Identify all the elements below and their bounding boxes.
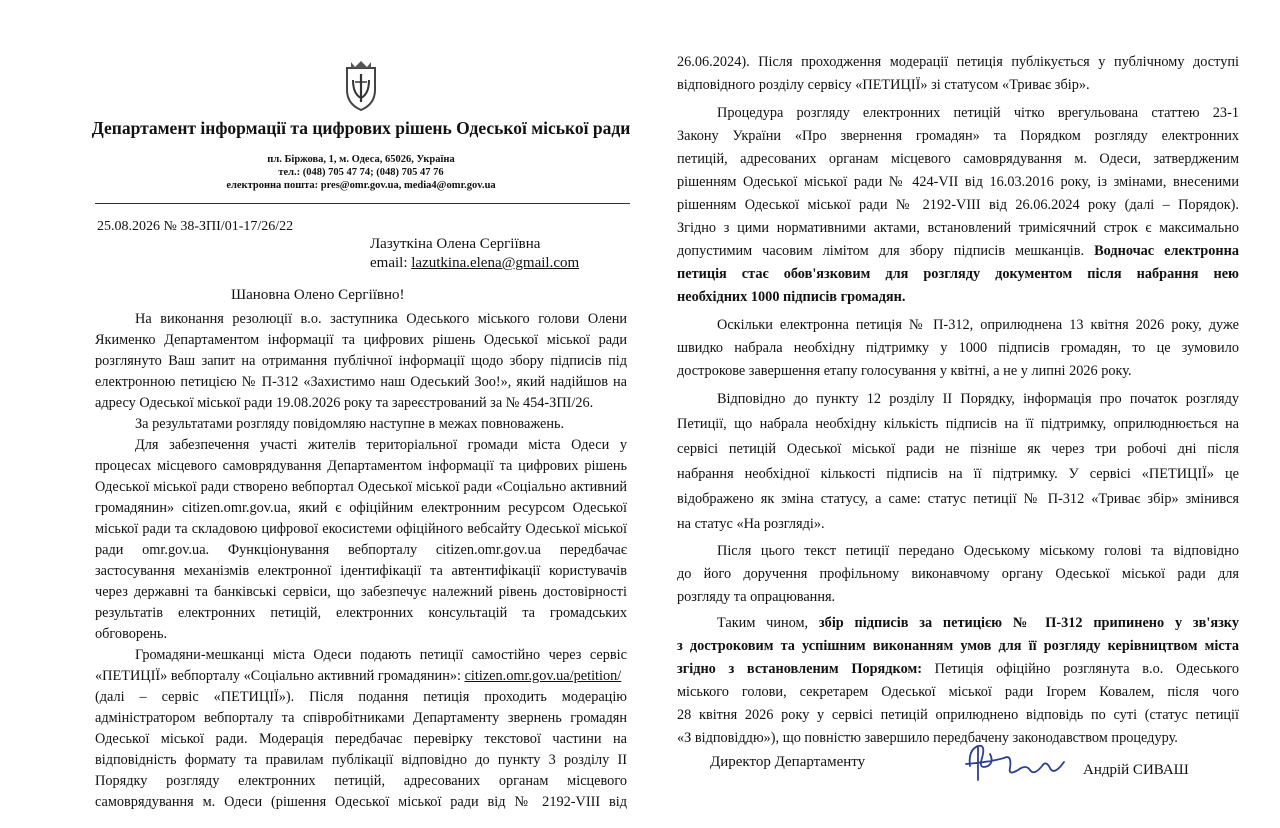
paragraph-text: Таким чином, (717, 615, 819, 631)
paragraph-line: відповідність формату та правилам публікації відповідно до пункту 3 розділу ІІ (95, 752, 627, 768)
paragraph-line: Оскільки електронна петиція № П-312, оприлюднена 13 квітня 2026 року, дуже (717, 317, 1239, 333)
paragraph-line: Якименко Департаментом інформації та цифрових рішень Одеської міської ради (95, 332, 627, 348)
paragraph-line: Порядку розгляду електронних петицій, адресованих органам місцевого (95, 773, 627, 789)
paragraph-line (717, 613, 1239, 633)
addressee-email-label: email: (370, 255, 412, 271)
paragraph-line: Для забезпечення участі жителів територіальної громади міста Одеси у (135, 437, 627, 453)
paragraph-line: самоврядування м. Одеси (рішення Одеської міської ради від № 2192-VIII від (95, 794, 627, 810)
addressee-email (370, 255, 579, 272)
paragraph-text-bold: збір підписів за петицією № П-312 припинено у зв'язку (818, 615, 1239, 631)
paragraph-line: відображено як зміна статусу, а саме: статус петиції № П-312 «Триває збір» змінився (677, 491, 1239, 507)
paragraph-line: рішенням Одеської міської ради № 2192-VIII від 26.06.2024 року (далі – Порядок). (677, 197, 1239, 213)
paragraph-line (95, 666, 627, 686)
addressee-email-link[interactable]: lazutkina.elena@gmail.com (411, 255, 580, 271)
paragraph-line: Одеської міської ради. Модерація передбачає перевірку текстової частини на (95, 731, 627, 747)
paragraph-line: сервісі петицій Одеської міської ради не пізніше як через три робочі дні після (677, 441, 1239, 457)
addressee-name: Лазуткіна Олена Сергіївна (370, 236, 541, 252)
paragraph-line: процесах місцевого самоврядування Департаментом інформації та цифрових рішень (95, 458, 627, 474)
paragraph-line: Згідно з цими нормативними актами, встановлений тримісячний строк є максимально (677, 220, 1239, 236)
paragraph-line: Одеської міської ради створено вебпортал Одеської міської ради «Соціально активний (95, 479, 627, 495)
paragraph-line: міського голови, секретарем Одеської міської ради Ігорем Ковалем, після чого (677, 684, 1239, 700)
signatory-name: Андрій СИВАШ (1083, 762, 1189, 778)
paragraph-line: відповідного розділу сервісу «ПЕТИЦІЇ» зі статусом «Триває збір». (677, 77, 1090, 93)
paragraph-line: дострокове завершення етапу голосування у квітні, а не у липні 2026 року. (677, 363, 1132, 379)
paragraph-line: 26.06.2024). Після проходження модерації петиція публікується у публічному доступі (677, 54, 1239, 70)
paragraph-line: на статус «На розгляді». (677, 516, 825, 532)
paragraph-line: швидко набрала необхідну підтримку у 1000 підписів громадян, то це зумовило (677, 340, 1239, 356)
paragraph-line: Після цього текст петиції передано Одеському міському голові та відповідно (717, 543, 1239, 559)
paragraph-line: Процедура розгляду електронних петицій чітко врегульована статтею 23-1 (717, 105, 1239, 121)
paragraph-line: електронною петицією № П-312 «Захистимо наш Одеський Зоо!», який надійшов на (95, 374, 627, 390)
handwritten-signature (960, 736, 1080, 784)
paragraph-line (677, 241, 1239, 261)
paragraph-text: Петиція офіційно розглянута в.о. Одеського (921, 661, 1239, 677)
paragraph-line: необхідних 1000 підписів громадян. (677, 289, 906, 305)
document-number: 25.08.2026 № 38-ЗПІ/01-17/26/22 (97, 219, 294, 234)
department-phone: тел.: (048) 705 47 74; (048) 705 47 76 (278, 167, 444, 178)
paragraph-line: адміністратором вебпорталу та співробітниками Департаменту звернень громадян (95, 710, 627, 726)
paragraph-line: петицій, адресованих органам місцевого самоврядування м. Одеси, затвердженим (677, 151, 1239, 167)
paragraph-line: ради omr.gov.ua. Функціонування вебпорталу citizen.omr.gov.ua передбачає (95, 542, 627, 558)
paragraph-text: «ПЕТИЦІЇ» вебпорталу «Соціально активний громадянин»: (95, 668, 465, 684)
paragraph-line: міської ради та складовою цифрової екосистеми офіційного вебсайту Одеської міської (95, 521, 627, 537)
paragraph-line: набрання необхідної кількості підписів на її підтримку. У сервісі «ПЕТИЦІЇ» це (677, 466, 1239, 482)
paragraph-line: (далі – сервіс «ПЕТИЦІЇ»). Після подання петиція проходить модерацію (95, 689, 627, 705)
paragraph-line (677, 659, 1239, 679)
paragraph-line: адресу Одеської міської ради 19.08.2026 року та зареєстрований за № 454-ЗПІ/26. (95, 395, 594, 411)
paragraph-line: через державні та банківські сервіси, що забезпечує належний рівень достовірності (95, 584, 627, 600)
paragraph-text: допустимим часовим лімітом для збору підписів мешканців. (677, 243, 1095, 259)
paragraph-line: обговорень. (95, 626, 168, 642)
paragraph-line: Закону України «Про звернення громадян» та Порядком розгляду електронних (677, 128, 1239, 144)
paragraph-line: громадянин» citizen.omr.gov.ua, який є офіційним електронним ресурсом Одеської (95, 500, 627, 516)
paragraph-line: Громадяни-мешканці міста Одеси подають петиції самостійно через сервіс (135, 647, 627, 663)
header-divider (95, 203, 630, 204)
paragraph-line: Відповідно до пункту 12 розділу ІІ Порядку, інформація про початок розгляду (717, 391, 1239, 407)
paragraph-line: 28 квітня 2026 року у сервісі петицій оприлюднено відповідь по суті (статус петиції (677, 707, 1239, 723)
paragraph-text-bold: згідно з встановленим Порядком: (677, 661, 922, 677)
paragraph-line: з достроковим та успішним виконанням умов для її розгляду керівництвом міста (677, 638, 1239, 654)
paragraph-line: За результатами розгляду повідомляю наступне в межах повноважень. (135, 416, 565, 432)
paragraph-line: до його доручення профільному виконавчому органу Одеської міської ради для (677, 566, 1239, 582)
paragraph-line: рішенням Одеської міської ради № 424-VII від 16.03.2016 року, із змінами, внесеними (677, 174, 1239, 190)
salutation: Шановна Олено Сергіївно! (231, 287, 405, 303)
paragraph-line: петиція стає обов'язковим для розгляду документом після набрання нею (677, 266, 1239, 282)
paragraph-line: застосування механізмів електронної ідентифікації та автентифікації користувачів (95, 563, 627, 579)
paragraph-line: результатів електронних петицій, електронних консультацій та громадських (95, 605, 627, 621)
paragraph-line: На виконання резолюції в.о. заступника Одеського міського голови Олени (135, 311, 627, 327)
paragraph-line: Петиції, що набрала необхідну кількість підписів на її підтримку, оприлюднюється на (677, 416, 1239, 432)
signatory-role: Директор Департаменту (710, 754, 866, 770)
department-title: Департамент інформації та цифрових рішень Одеської міської ради (91, 118, 631, 138)
paragraph-line: розглянуто Ваш запит на отримання публічної інформації щодо збору підписів під (95, 353, 627, 369)
odesa-coat-of-arms-icon (341, 60, 381, 112)
paragraph-line: «З відповіддю»), що повністю завершило передбачену законодавством процедуру. (677, 730, 1178, 746)
department-email: електронна пошта: pres@omr.gov.ua, media4@omr.gov.ua (226, 180, 496, 191)
petition-link[interactable]: citizen.omr.gov.ua/petition/ (464, 668, 622, 684)
paragraph-text-bold: Водночас електронна (1094, 243, 1239, 259)
letter-page-2 (640, 0, 1280, 828)
department-address: пл. Біржова, 1, м. Одеса, 65026, Україна (267, 154, 455, 165)
paragraph-line: розгляду та опрацювання. (677, 589, 836, 605)
